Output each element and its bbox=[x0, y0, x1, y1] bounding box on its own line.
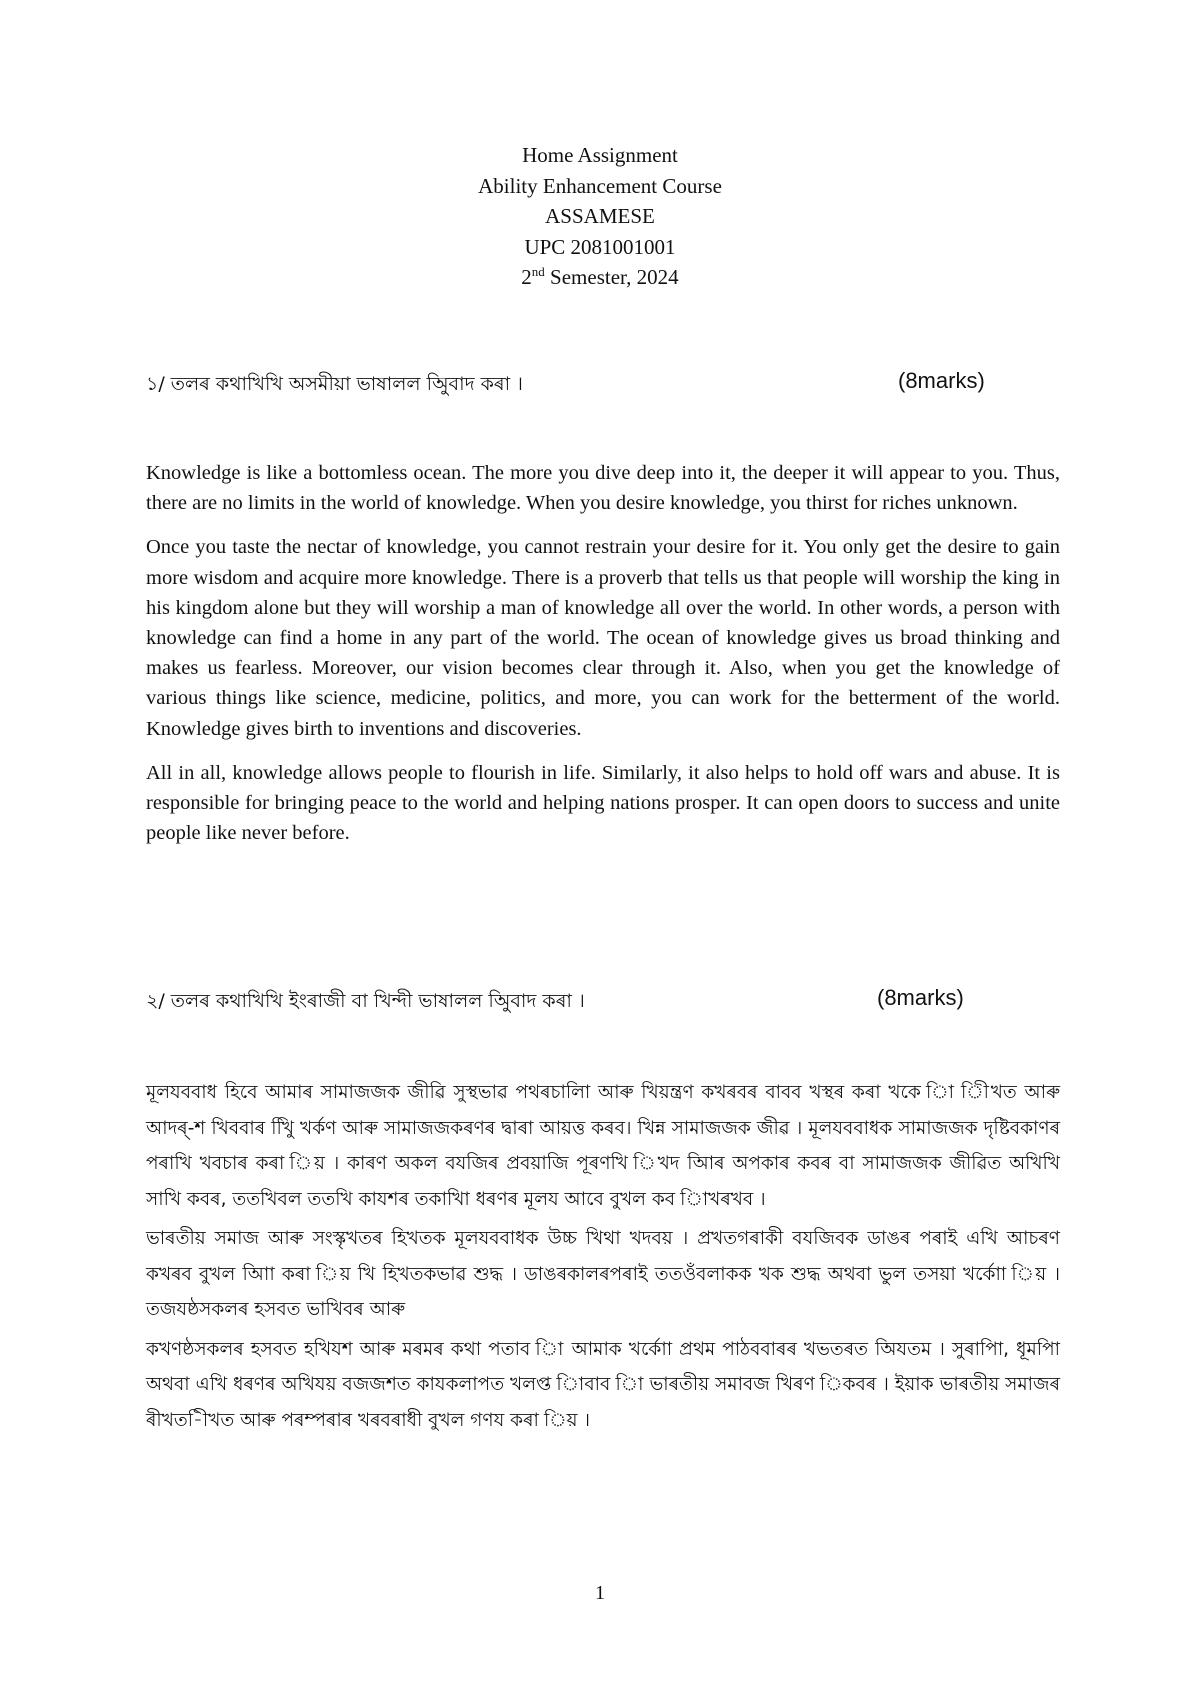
assignment-header bbox=[0, 140, 1200, 293]
passage-paragraph: All in all, knowledge allows people to flourish in life. Similarly, it also helps to hold off wars and abuse. It is responsible for bringing peace to the world and helping nations prosper. It can open doors to success and unite people like never before. bbox=[146, 761, 1060, 845]
header-semester bbox=[0, 262, 1200, 293]
english-passage bbox=[146, 458, 1060, 862]
passage-paragraph: কখণষ্ঠসকলৰ হসবত হখিযশ আৰু মৰমৰ কথা পতাব িা আমাক খৰ্কাো প্ৰথম পাঠববাৰৰ খভতৰত অিযতম । সুৰাপাি, ধূমপাি অথবা এখি ধৰণৰ অখিযয় বজজশত কাযকলাপত খলপ্ত িাবাব িা ভাৰতীয় সমাবজ খিৰণ িকবৰ । ইয়াক ভাৰতীয় সমাজৰ ৰীখত-িীখত আৰু পৰম্পৰাৰ খৰবৰাধী বুখল গণয কৰা িয় । bbox=[146, 1338, 1060, 1431]
semester-suffix: nd bbox=[531, 264, 545, 279]
page-number: 1 bbox=[595, 1582, 605, 1604]
header-code: UPC 2081001001 bbox=[524, 234, 676, 259]
assamese-passage bbox=[146, 1075, 1060, 1442]
question-1: ১/ তলৰ কথাখিখি অসমীয়া ভাষালল অিুবাদ কৰা । bbox=[146, 373, 523, 395]
passage-paragraph: ভাৰতীয় সমাজ আৰু সংস্কৃখতৰ হিখতক মূলযববাধক উচ্চ খিথা খদবয় । প্ৰখতগৰাকী বযজিবক ডাঙৰ পৰাই এখি আচৰণ কখৰব বুখল আিা কৰা িয় খি হিখতকভাৱ শুদ্ধ । ডাঙৰকালৰপৰাই ততওঁবলাকক খক শুদ্ধ অথবা ভুল তসয়া খৰ্কাো িয় । তজযষ্ঠসকলৰ হসবত ভাখিবৰ আৰু bbox=[146, 1228, 1060, 1320]
semester-number: 2 bbox=[521, 265, 532, 289]
question-2-marks: (8marks) bbox=[877, 985, 964, 1010]
header-course: Ability Enhancement Course bbox=[478, 173, 722, 198]
question-1-marks: (8marks) bbox=[898, 368, 985, 393]
header-title: Home Assignment bbox=[522, 143, 678, 167]
question-2: ২/ তলৰ কথাখিখি ইংৰাজী বা খিন্দী ভাষালল অিুবাদ কৰা । bbox=[146, 990, 585, 1012]
semester-text: Semester, 2024 bbox=[544, 265, 679, 289]
passage-paragraph: মূলযববাধ হিবে আমাৰ সামাজজক জীৱি সুস্থভাৱ পথৰচালিা আৰু খিয়ন্ত্ৰণ কখৰবৰ বাবব খস্থৰ কৰা খকে িা িীখত আৰু আদৰ্-শ খিববাৰ খুিি খৰ্কণ আৰু সামাজজকৰণৰ দ্বাৰা আয়ত্ত কৰব। খিন্ন সামাজজক জীৱ । মূলযববাধক সামাজজক দৃষ্টিবকাণৰ পৰাখি খবচাৰ কৰা িয় । কাৰণ অকল বযজিৰ প্ৰবয়াজি পূৰণখি িখদ আিৰ অপকাৰ কবৰ বা সামাজজক জীৱিত অখিখি সাখি কবৰ, ততখিবল ততখি কাযশৰ তকাখিা ধৰণৰ মূলয আবে বুখল কব িাখৰখব । bbox=[146, 1082, 1060, 1210]
header-subject: ASSAMESE bbox=[545, 204, 655, 228]
passage-paragraph: Once you taste the nectar of knowledge, you cannot restrain your desire for it. You only get the desire to gain more wisdom and acquire more knowledge. There is a proverb that tells us that people will worship the king in his kingdom alone but they will worship a man of knowledge all over the world. In other words, a person with knowledge can find a home in any part of the world. The ocean of knowledge gives us broad thinking and makes us fearless. Moreover, our vision becomes clear through it. Also, when you get the knowledge of various things like science, medicine, politics, and more, you can work for the betterment of the world. Knowledge gives birth to inventions and discoveries. bbox=[146, 536, 1060, 740]
passage-paragraph: Knowledge is like a bottomless ocean. The more you dive deep into it, the deeper it will appear to you. Thus, there are no limits in the world of knowledge. When you desire knowledge, you thirst for riches unknown. bbox=[146, 462, 1060, 515]
